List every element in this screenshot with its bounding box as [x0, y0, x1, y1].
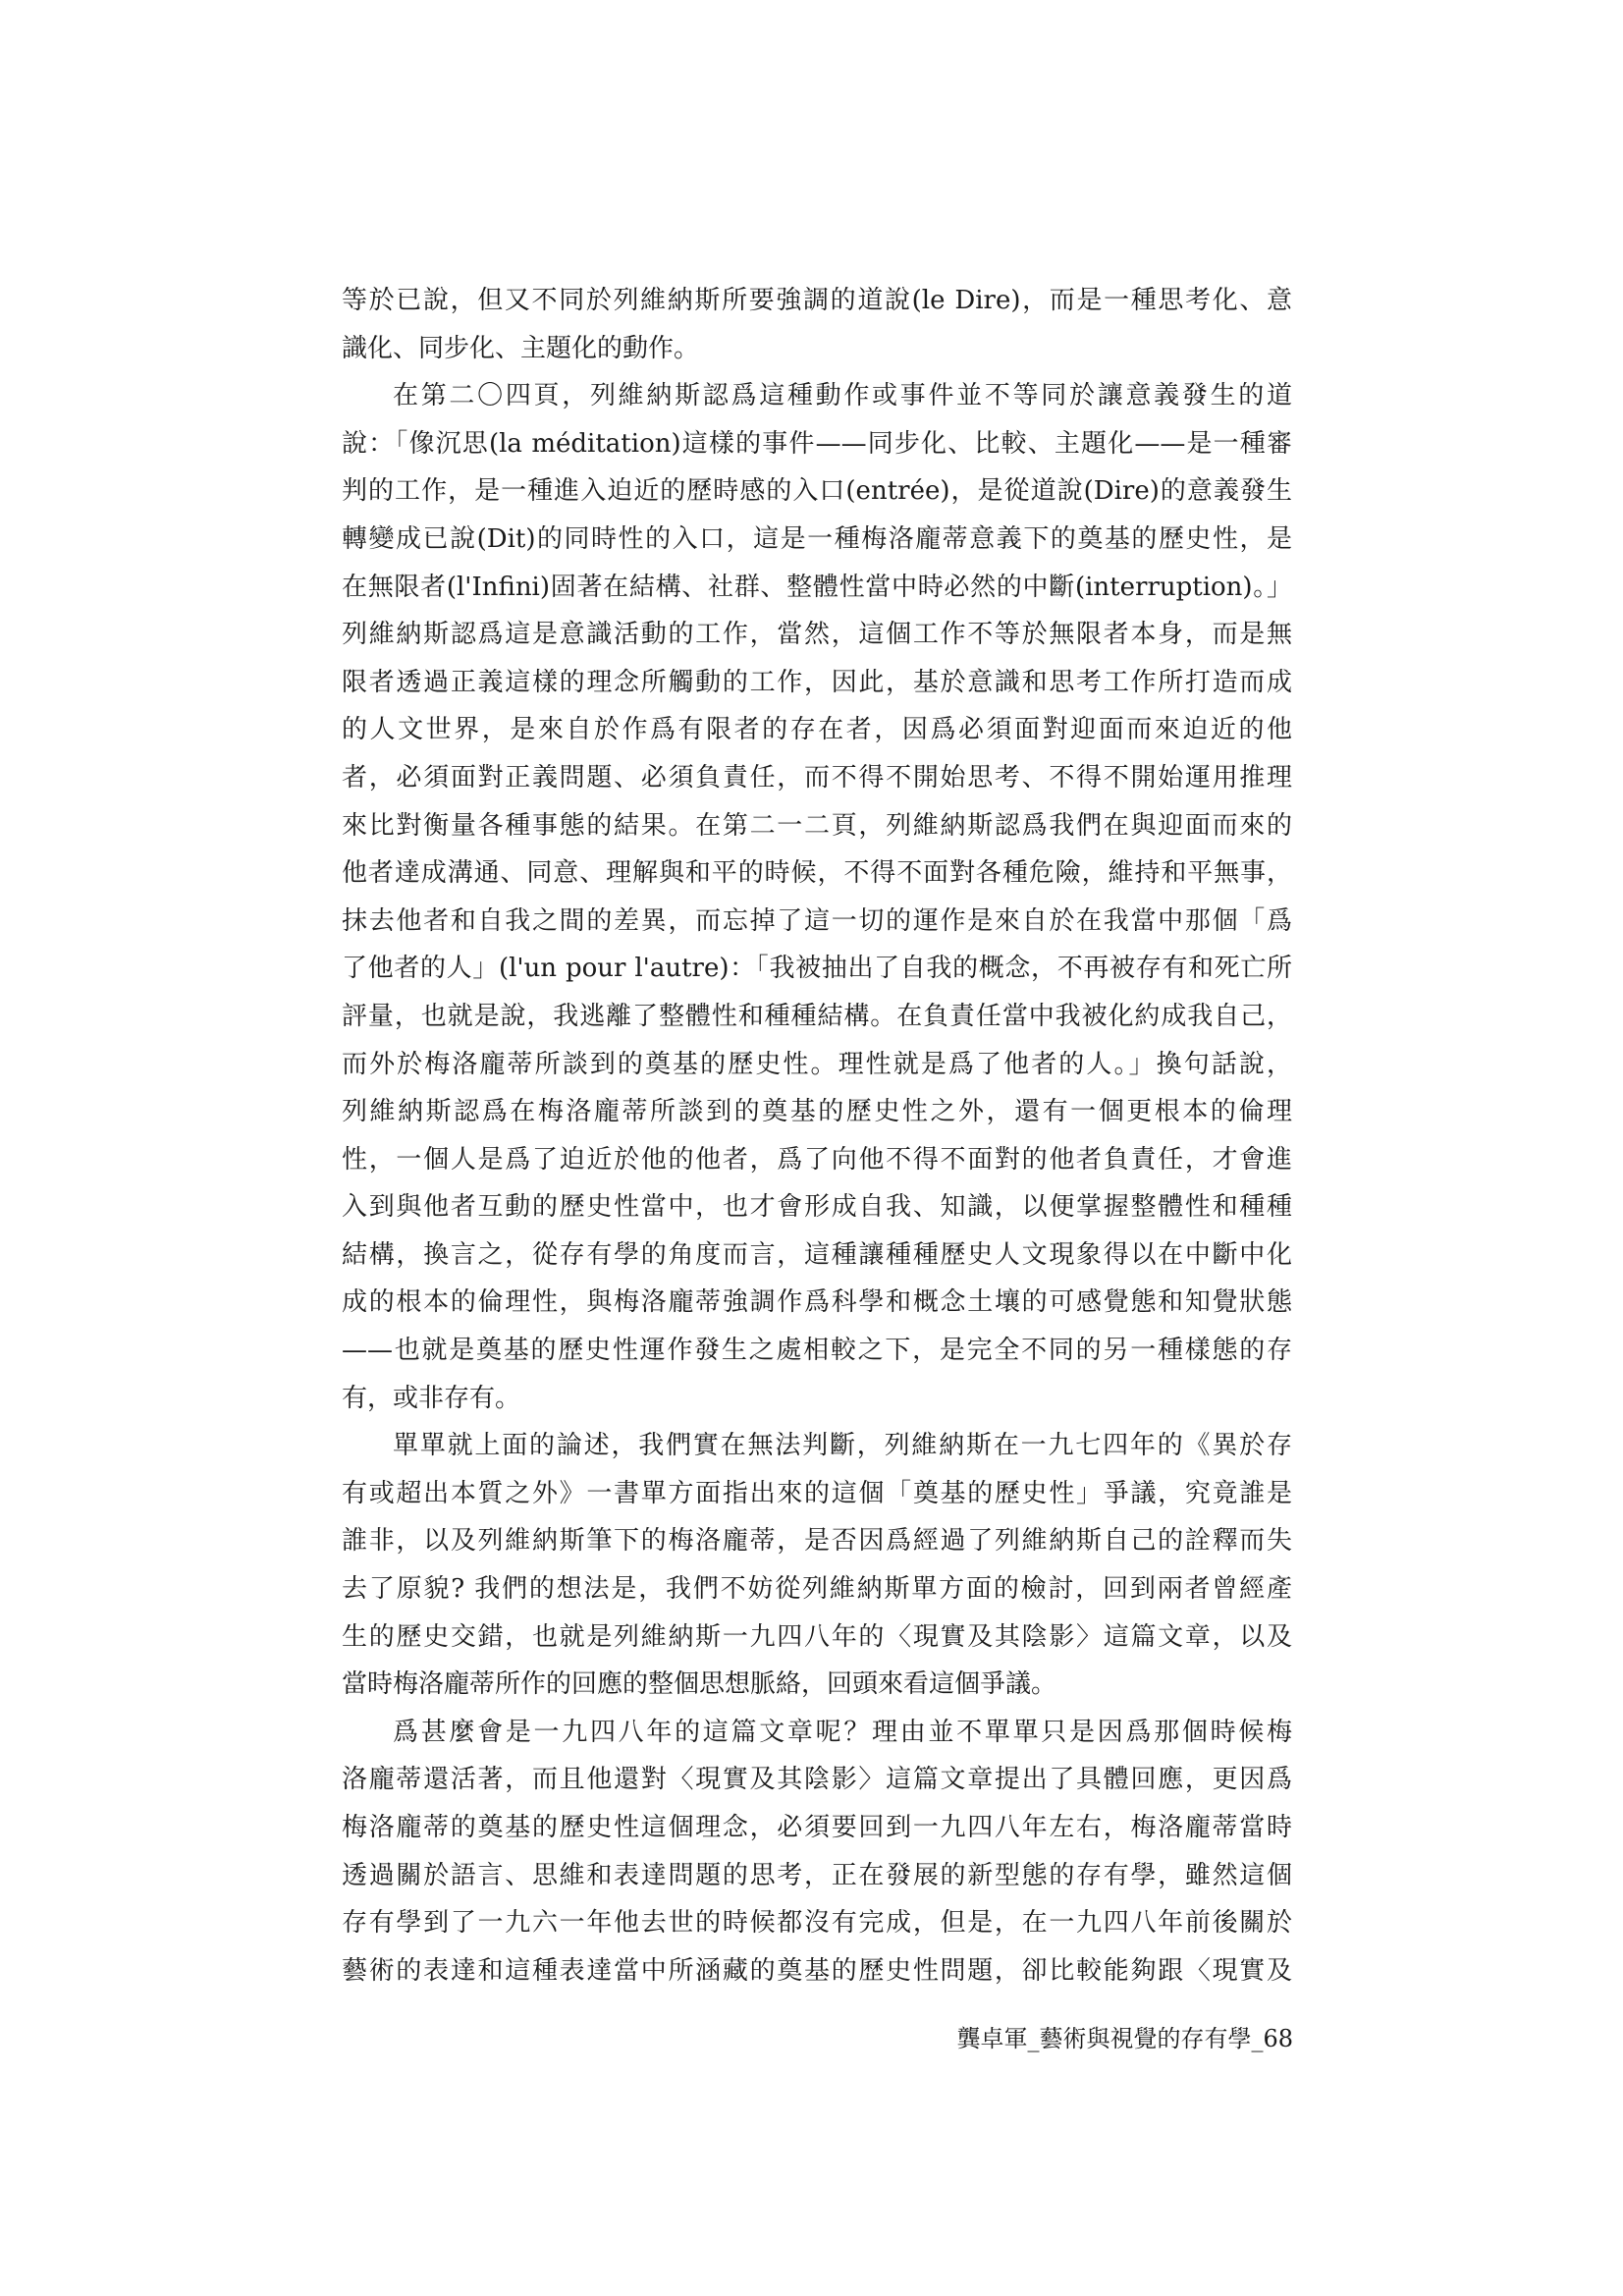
body-line: 誰非，以及列維納斯筆下的梅洛龐蒂，是否因爲經過了列維納斯自己的詮釋而失: [342, 1526, 1292, 1557]
body-line: 有或超出本質之外》一書單方面指出來的這個「奠基的歷史性」爭議，究竟誰是: [342, 1478, 1292, 1508]
body-line: 透過關於語言、思維和表達問題的思考，正在發展的新型態的存有學，雖然這個: [342, 1860, 1292, 1890]
body-line: 列維納斯認爲在梅洛龐蒂所談到的奠基的歷史性之外，還有一個更根本的倫理: [342, 1097, 1292, 1127]
body-line: 識化、同步化、主題化的動作。: [342, 333, 700, 363]
body-line: 等於已說，但又不同於列維納斯所要強調的道說(le Dire)，而是一種思考化、意: [342, 286, 1292, 315]
body-line: 去了原貌? 我們的想法是，我們不妨從列維納斯單方面的檢討，回到兩者曾經產: [342, 1574, 1292, 1605]
running-footer: 龔卓軍_藝術與視覺的存有學_68: [956, 2025, 1293, 2052]
body-line: 抹去他者和自我之間的差異，而忘掉了這一切的運作是來自於在我當中那個「爲: [342, 905, 1292, 936]
body-line: 洛龐蒂還活著，而且他還對〈現實及其陰影〉這篇文章提出了具體回應，更因爲: [342, 1765, 1292, 1795]
body-line: 有，或非存有。: [342, 1383, 521, 1413]
body-line: 他者達成溝通、同意、理解與和平的時候，不得不面對各種危險，維持和平無事，: [342, 858, 1292, 889]
body-line: 生的歷史交錯，也就是列維納斯一九四八年的〈現實及其陰影〉這篇文章，以及: [342, 1621, 1292, 1652]
body-line: 成的根本的倫理性，與梅洛龐蒂強調作爲科學和概念土壤的可感覺態和知覺狀態: [342, 1287, 1292, 1318]
body-line: 結構，換言之，從存有學的角度而言，這種讓種種歷史人文現象得以在中斷中化: [342, 1239, 1292, 1270]
body-line: 限者透過正義這樣的理念所觸動的工作，因此，基於意識和思考工作所打造而成: [342, 667, 1292, 697]
body-line: 的人文世界，是來自於作爲有限者的存在者，因爲必須面對迎面而來迫近的他: [342, 715, 1292, 745]
body-line: ——也就是奠基的歷史性運作發生之處相較之下，是完全不同的另一種樣態的存: [342, 1336, 1292, 1366]
body-line: 列維納斯認爲這是意識活動的工作，當然，這個工作不等於無限者本身，而是無: [342, 620, 1292, 650]
body-line: 說：「像沉思(la méditation)這樣的事件——同步化、比較、主題化——是一種審: [342, 428, 1292, 459]
body-line: 判的工作，是一種進入迫近的歷時感的入口(entrée)，是從道說(Dire)的意義發生: [342, 476, 1292, 507]
paragraph-first-line: 爲甚麼會是一九四八年的這篇文章呢？理由並不單單只是因爲那個時候梅: [393, 1717, 1292, 1747]
body-line: 性，一個人是爲了迫近於他的他者，爲了向他不得不面對的他者負責任，才會進: [342, 1144, 1292, 1175]
body-line: 存有學到了一九六一年他去世的時候都沒有完成，但是，在一九四八年前後關於: [342, 1908, 1292, 1939]
body-line: 藝術的表達和這種表達當中所涵藏的奠基的歷史性問題，卻比較能夠跟〈現實及: [342, 1955, 1292, 1986]
body-line: 而外於梅洛龐蒂所談到的奠基的歷史性。理性就是爲了他者的人。」換句話說，: [342, 1049, 1292, 1079]
paragraph-first-line: 單單就上面的論述，我們實在無法判斷，列維納斯在一九七四年的《異於存: [393, 1431, 1292, 1461]
body-line: 在無限者(l'Infini)固著在結構、社群、整體性當中時必然的中斷(interruption)。」: [342, 572, 1292, 602]
body-line: 評量，也就是說，我逃離了整體性和種種結構。在負責任當中我被化約成我自己，: [342, 1001, 1292, 1031]
body-line: 當時梅洛龐蒂所作的回應的整個思想脈絡，回頭來看這個爭議。: [342, 1669, 1057, 1700]
body-line: 轉變成已說(Dit)的同時性的入口，這是一種梅洛龐蒂意義下的奠基的歷史性，是: [342, 523, 1292, 554]
body-line: 梅洛龐蒂的奠基的歷史性這個理念，必須要回到一九四八年左右，梅洛龐蒂當時: [342, 1813, 1292, 1842]
body-line: 入到與他者互動的歷史性當中，也才會形成自我、知識，以便掌握整體性和種種: [342, 1192, 1292, 1223]
body-line: 來比對衡量各種事態的結果。在第二一二頁，列維納斯認爲我們在與迎面而來的: [342, 810, 1292, 841]
body-line: 了他者的人」(l'un pour l'autre)：「我被抽出了自我的概念，不再被存有和死亡所: [342, 954, 1292, 984]
body-text: [342, 277, 1292, 1995]
body-line: 者，必須面對正義問題、必須負責任，而不得不開始思考、不得不開始運用推理: [342, 762, 1292, 793]
paragraph-first-line: 在第二〇四頁，列維納斯認爲這種動作或事件並不等同於讓意義發生的道: [393, 381, 1292, 411]
